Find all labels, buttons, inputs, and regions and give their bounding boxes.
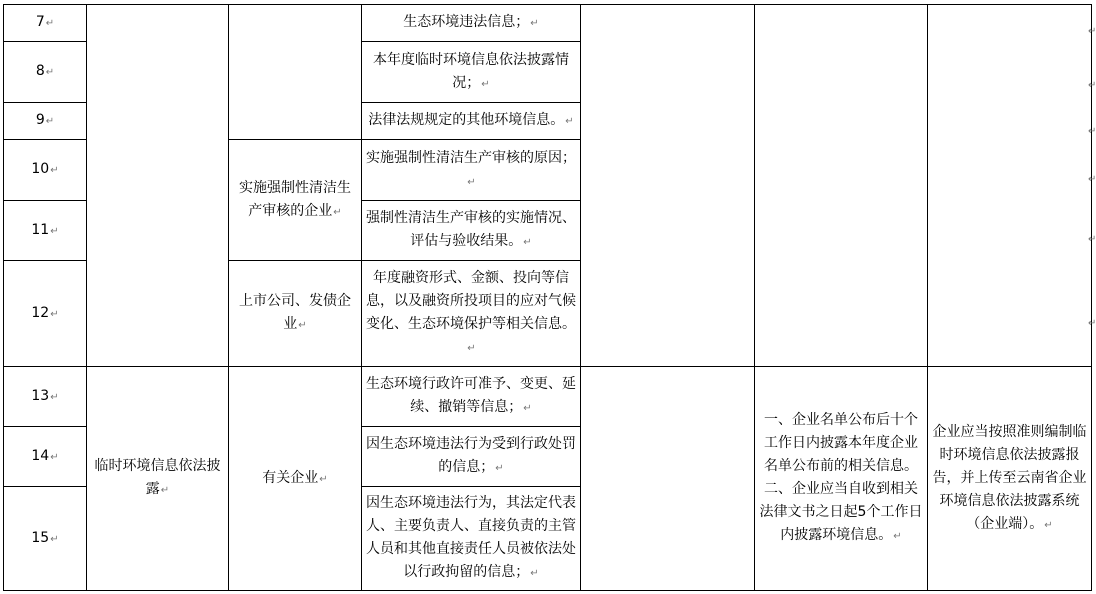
content-cell	[362, 367, 581, 427]
subject-cell	[229, 367, 362, 591]
content-text: 因生态环境违法行为，其法定代表人、主要负责人、直接负责的主管人员和其他直接责任人员被依法处以行政拘留的信息；	[366, 495, 576, 580]
row-number: 11	[31, 221, 50, 238]
content-cell	[362, 487, 581, 591]
content-text: 法律法规规定的其他环境信息。	[368, 112, 565, 128]
row-number-cell	[4, 487, 87, 591]
paragraph-mark: ↵	[45, 116, 55, 127]
timing-text: 一、企业名单公布后十个工作日内披露本年度企业名单公布前的相关信息。二、企业应当自收到相关法律文书之日起5个工作日内披露环境信息。	[759, 412, 923, 543]
row-number: 15	[31, 529, 50, 546]
paragraph-mark: ↵	[45, 67, 55, 78]
content-cell	[362, 5, 581, 42]
row-end-mark: ↵	[1088, 234, 1096, 245]
subject-text: 实施强制性清洁生产审核的企业	[239, 179, 351, 219]
content-text: 实施强制性清洁生产审核的原因；	[366, 149, 576, 166]
type-extra-cell-empty	[581, 367, 755, 591]
content-cell	[362, 42, 581, 103]
paragraph-mark: ↵	[50, 533, 59, 545]
content-cell	[362, 140, 581, 201]
row-number-cell	[4, 261, 87, 367]
paragraph-mark: ↵	[50, 225, 59, 237]
paragraph-mark: ↵	[298, 320, 307, 331]
type-cell-empty	[87, 5, 229, 367]
content-text: 年度融资形式、金额、投向等信息，以及融资所投项目的应对气候变化、生态环境保护等相关信息。	[366, 270, 576, 332]
row-end-mark: ↵	[1088, 26, 1096, 37]
paragraph-mark: ↵	[530, 568, 539, 579]
row-number: 13	[31, 387, 50, 404]
paragraph-mark: ↵	[495, 463, 504, 474]
paragraph-mark: ↵	[50, 451, 59, 463]
timing-cell-empty	[755, 5, 928, 367]
content-text: 因生态环境违法行为受到行政处罚的信息；	[366, 436, 576, 475]
row-number: 10	[31, 161, 50, 177]
method-cell-empty	[928, 5, 1092, 367]
row-number: 12	[31, 304, 50, 321]
content-text: 生态环境行政许可准予、变更、延续、撤销等信息；	[366, 376, 576, 415]
paragraph-mark: ↵	[467, 176, 476, 188]
table-row	[4, 367, 1092, 427]
row-end-mark: ↵	[1088, 174, 1096, 185]
content-cell	[362, 261, 581, 367]
content-cell	[362, 201, 581, 261]
timing-cell	[755, 367, 928, 591]
row-end-mark: ↵	[1088, 126, 1096, 137]
paragraph-mark: ↵	[50, 165, 59, 176]
method-text: 企业应当按照准则编制临时环境信息依法披露报告，并上传至云南省企业环境信息依法披露系统（企业端）。	[932, 423, 1087, 532]
subject-cell-empty	[229, 5, 362, 140]
method-cell	[928, 367, 1092, 591]
paragraph-mark: ↵	[565, 116, 574, 127]
paragraph-mark: ↵	[1044, 519, 1053, 531]
content-text: 本年度临时环境信息依法披露情况；	[373, 51, 569, 91]
paragraph-mark: ↵	[523, 403, 532, 414]
type-cell	[87, 367, 229, 591]
paragraph-mark: ↵	[160, 485, 170, 496]
content-text: 强制性清洁生产审核的实施情况、评估与验收结果。	[366, 210, 576, 249]
row-number-cell	[4, 201, 87, 261]
paragraph-mark: ↵	[333, 206, 342, 218]
type-text: 临时环境信息依法披露	[94, 458, 221, 497]
row-number-cell	[4, 427, 87, 487]
row-end-mark: ↵	[1088, 80, 1096, 91]
paragraph-mark: ↵	[50, 391, 59, 403]
subject-text: 上市公司、发债企业	[239, 293, 351, 332]
row-number-cell	[4, 140, 87, 201]
row-number: 14	[31, 447, 50, 464]
content-text: 生态环境违法信息；	[403, 14, 530, 30]
paragraph-mark: ↵	[481, 78, 490, 90]
row-number-cell	[4, 367, 87, 427]
paragraph-mark: ↵	[893, 531, 902, 542]
row-number-cell	[4, 5, 87, 42]
subject-cell	[229, 140, 362, 261]
row-number: 7	[35, 14, 45, 30]
row-number-cell	[4, 42, 87, 103]
subject-text: 有关企业	[262, 469, 319, 486]
paragraph-mark: ↵	[45, 18, 55, 29]
table-row	[4, 5, 1092, 42]
paragraph-mark: ↵	[467, 343, 476, 354]
row-number-cell	[4, 103, 87, 140]
content-cell	[362, 103, 581, 140]
paragraph-mark: ↵	[523, 237, 532, 248]
paragraph-mark: ↵	[50, 308, 59, 320]
type-extra-cell-empty	[581, 5, 755, 367]
row-end-mark: ↵	[1088, 318, 1096, 329]
subject-cell	[229, 261, 362, 367]
paragraph-mark: ↵	[530, 18, 539, 29]
row-number: 9	[35, 112, 45, 128]
row-number: 8	[35, 63, 45, 79]
disclosure-table	[3, 4, 1092, 591]
paragraph-mark: ↵	[319, 473, 328, 485]
content-cell	[362, 427, 581, 487]
